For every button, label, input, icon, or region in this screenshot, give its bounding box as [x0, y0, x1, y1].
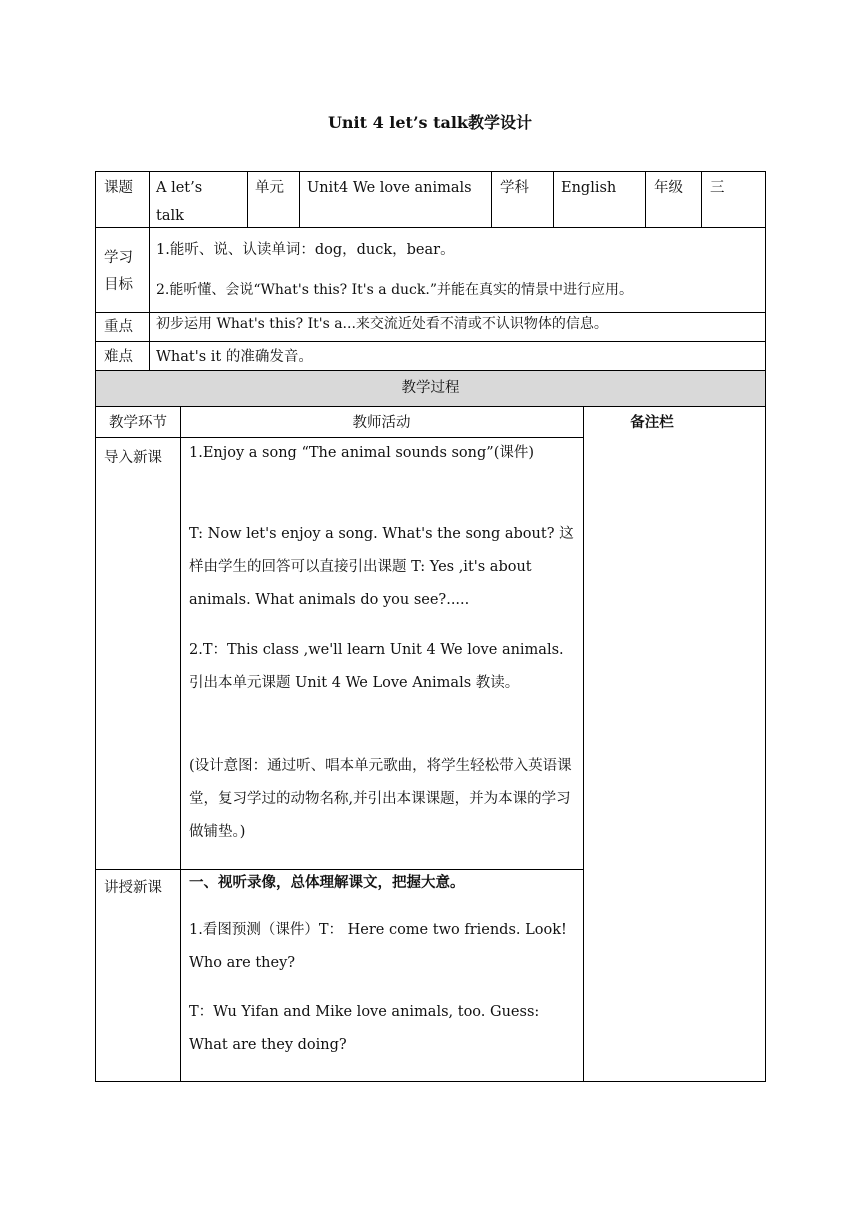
unit-value: Unit4 We love animals: [307, 180, 472, 196]
subject-value: English: [561, 180, 617, 196]
objective-item: 2.能听懂、会说“What's this? It's a duck.”并能在真实的情景中进行应用。: [156, 282, 633, 298]
document-title: Unit 4 let’s talk教学设计: [327, 113, 533, 132]
key-point-label: 重点: [104, 319, 133, 335]
table-border: [583, 406, 584, 1082]
table-border: [645, 171, 646, 228]
table-border: [95, 1081, 766, 1082]
objectives-label-line1: 学习: [104, 250, 133, 266]
table-border: [553, 171, 554, 228]
new-lesson-heading: 一、视听录像，总体理解课文，把握大意。: [189, 874, 465, 891]
intro-paragraph: 2.T：This class ,we'll learn Unit 4 We love animals. 引出本单元课题 Unit 4 We Love Animals 教读。: [189, 642, 564, 691]
stage-intro-label: 导入新课: [104, 450, 162, 466]
subject-label: 学科: [500, 180, 529, 196]
col-teacher-header: 教师活动: [352, 415, 411, 431]
table-border: [95, 171, 96, 1082]
topic-value-line1: A let’s: [156, 180, 203, 196]
table-border: [701, 171, 702, 228]
table-border: [149, 171, 150, 371]
difficulty-value: What's it 的准确发音。: [156, 349, 313, 365]
process-heading: 教学过程: [401, 380, 460, 396]
table-border: [95, 227, 766, 228]
table-border: [95, 406, 766, 407]
unit-label: 单元: [255, 180, 284, 196]
col-stage-header: 教学环节: [109, 415, 167, 431]
key-point-value: 初步运用 What's this? It's a...来交流近处看不清或不认识物体的信息。: [156, 316, 608, 332]
table-border: [491, 171, 492, 228]
table-border: [95, 171, 766, 172]
grade-label: 年级: [654, 180, 683, 196]
table-border: [95, 341, 766, 342]
table-border: [299, 171, 300, 228]
objectives-label-line2: 目标: [104, 277, 133, 293]
new-lesson-paragraph: T：Wu Yifan and Mike love animals, too. Guess: What are they doing?: [189, 1004, 540, 1053]
table-border: [180, 406, 181, 1082]
design-intent-note: (设计意图：通过听、唱本单元歌曲，将学生轻松带入英语课堂，复习学过的动物名称,并引出本课课题，并为本课的学习做铺垫。): [189, 758, 572, 840]
objective-item: 1.能听、说、认读单词：dog，duck，bear。: [156, 242, 455, 258]
topic-label: 课题: [104, 180, 133, 196]
col-notes-header: 备注栏: [630, 414, 674, 431]
stage-new-label: 讲授新课: [104, 880, 162, 896]
table-border: [247, 171, 248, 228]
intro-paragraph: 1.Enjoy a song “The animal sounds song”(课件): [189, 445, 535, 461]
new-lesson-paragraph: 1.看图预测（课件）T： Here come two friends. Look! Who are they?: [189, 922, 567, 971]
table-border: [765, 171, 766, 1082]
topic-value-line2: talk: [156, 208, 184, 224]
difficulty-label: 难点: [104, 349, 133, 365]
grade-value: 三: [710, 180, 725, 196]
intro-paragraph: T: Now let's enjoy a song. What's the song about? 这样由学生的回答可以直接引出课题 T: Yes ,it's about animals. What animals do you see?.....: [189, 526, 574, 608]
